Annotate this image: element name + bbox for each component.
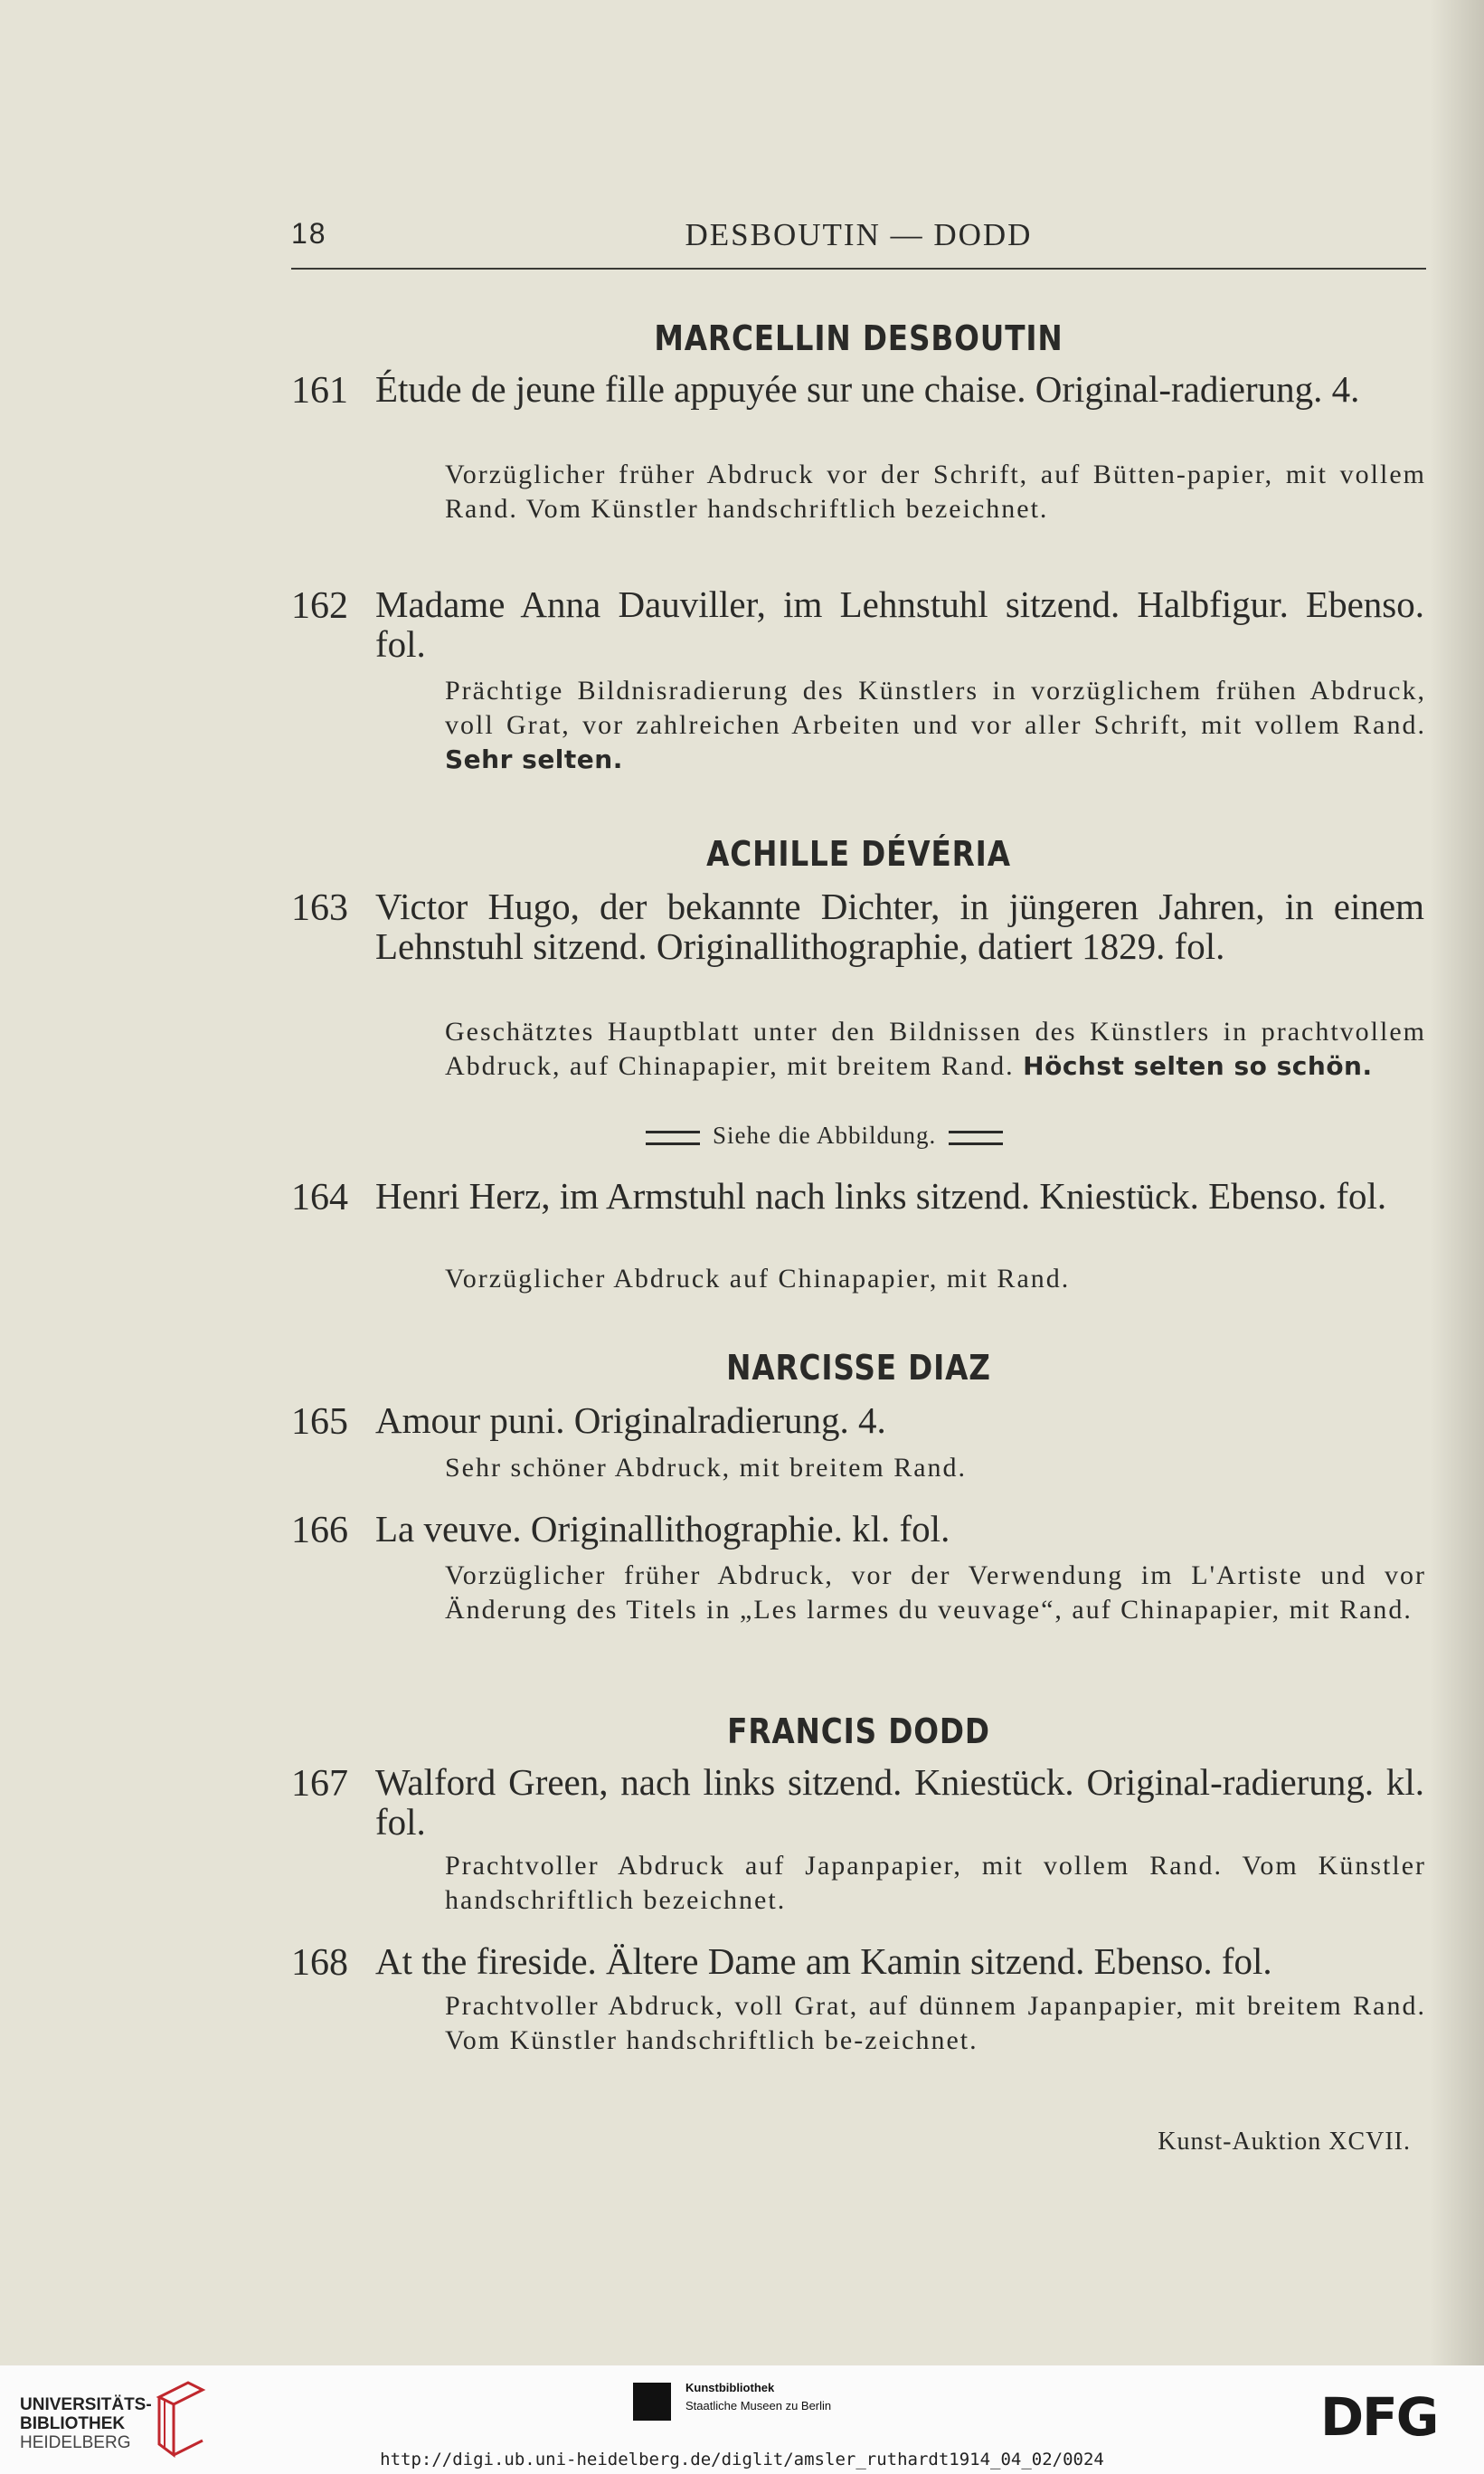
header-rule (291, 268, 1426, 270)
lot-title: Madame Anna Dauviller, im Lehnstuhl sitzend. Halbfigur. Ebenso. fol. (375, 583, 1424, 665)
lot-title: Walford Green, nach links sitzend. Kniestück. Original-radierung. kl. fol. (375, 1761, 1424, 1843)
lot-number: 161 (291, 370, 348, 412)
artist-heading: FRANCIS DODD (727, 1711, 990, 1751)
lot-description: Vorzüglicher früher Abdruck vor der Schrift, auf Bütten-papier, mit vollem Rand. Vom Künstler handschriftlich bezeichnet. (445, 460, 1426, 524)
lot-description: Prächtige Bildnisradierung des Künstlers in vorzüglichem frühen Abdruck, voll Grat, vor zahlreichen Arbeiten und vor aller Schrift, mit vollem Rand. Sehr selten. (445, 676, 1426, 774)
kb-name: Kunstbibliothek (685, 2381, 775, 2394)
lot-description: Vorzüglicher Abdruck auf Chinapapier, mit Rand. (445, 1264, 1071, 1294)
lot-title: La veuve. Originallithographie. kl. fol. (375, 1508, 950, 1550)
double-rule-left (646, 1131, 700, 1145)
artist-heading: MARCELLIN DESBOUTIN (654, 318, 1063, 358)
lot-title: Henri Herz, im Armstuhl nach links sitzend. Kniestück. Ebenso. fol. (375, 1175, 1387, 1217)
lot-number: 165 (291, 1401, 348, 1443)
lot-number: 163 (291, 887, 348, 929)
page-header (291, 217, 1426, 253)
double-rule-right (949, 1131, 1003, 1145)
lot-remark: Höchst selten so schön. (1023, 1051, 1373, 1081)
artist-heading: ACHILLE DÉVÉRIA (706, 834, 1011, 874)
lot-number: 168 (291, 1942, 348, 1984)
see-illustration: Siehe die Abbildung. (633, 1122, 1067, 1154)
lot-number: 164 (291, 1177, 348, 1218)
lot-number: 167 (291, 1763, 348, 1805)
lot-title: Victor Hugo, der bekannte Dichter, in jüngeren Jahren, in einem Lehnstuhl sitzend. Originallithographie, datiert 1829. fol. (375, 886, 1424, 967)
lot-title: At the fireside. Ältere Dame am Kamin sitzend. Ebenso. fol. (375, 1940, 1272, 1982)
lot-title: Étude de jeune fille appuyée sur une chaise. Original-radierung. 4. (375, 368, 1360, 410)
page-number: 18 (291, 217, 327, 250)
library-name-line3: HEIDELBERG (20, 2433, 131, 2452)
lot-description: Prachtvoller Abdruck, voll Grat, auf dünnem Japanpapier, mit breitem Rand. Vom Künstler handschriftlich be-zeichnet. (445, 1991, 1426, 2055)
artist-heading: NARCISSE DIAZ (726, 1348, 991, 1388)
kb-subtitle: Staatliche Museen zu Berlin (685, 2399, 832, 2412)
library-logo-icon (152, 2379, 208, 2460)
kunstbibliothek-icon (633, 2383, 671, 2421)
lot-description: Prachtvoller Abdruck auf Japanpapier, mit vollem Rand. Vom Künstler handschriftlich bezeichnet. (445, 1851, 1426, 1915)
library-name-line1: UNIVERSITÄTS- (20, 2395, 152, 2414)
running-title: DESBOUTIN — DODD (685, 217, 1033, 252)
kunstbibliothek-logo[interactable] (633, 2379, 868, 2433)
library-logo[interactable] (20, 2395, 152, 2452)
signature-mark: Kunst-Auktion XCVII. (1158, 2128, 1411, 2156)
permalink-url[interactable]: http://digi.ub.uni-heidelberg.de/diglit/amsler_ruthardt1914_04_02/0024 (380, 2450, 1104, 2469)
lot-description: Geschätztes Hauptblatt unter den Bildnissen des Künstlers in prachtvollem Abdruck, auf Chinapapier, mit breitem Rand. Höchst selten so schön. (445, 1017, 1426, 1081)
lot-description: Sehr schöner Abdruck, mit breitem Rand. (445, 1453, 968, 1483)
lot-remark: Sehr selten. (445, 744, 623, 774)
lot-title: Amour puni. Originalradierung. 4. (375, 1399, 886, 1441)
lot-number: 166 (291, 1510, 348, 1551)
dfg-logo[interactable]: DFG (1320, 2386, 1438, 2448)
lot-description: Vorzüglicher früher Abdruck, vor der Verwendung im L'Artiste und vor Änderung des Titels in „Les larmes du veuvage“, auf Chinapapier, mit Rand. (445, 1560, 1426, 1625)
library-name-line2: BIBLIOTHEK (20, 2414, 126, 2433)
lot-number: 162 (291, 585, 348, 627)
